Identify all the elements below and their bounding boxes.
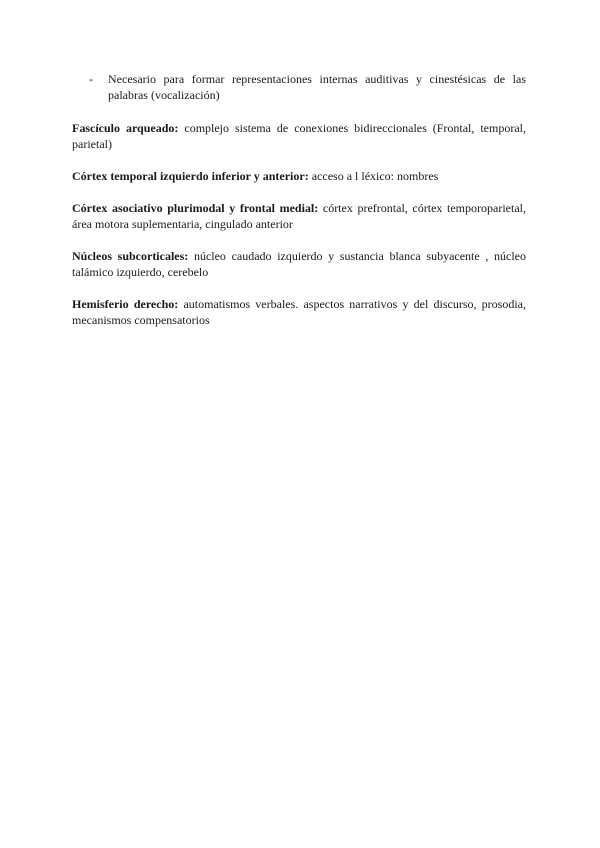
bullet-item	[72, 71, 526, 103]
term-heading: Fascículo arqueado:	[72, 121, 179, 135]
term-description: complejo sistema de conexiones bidireccionales (Frontal, temporal, parietal)	[72, 121, 526, 151]
paragraph-cortex-temporal	[72, 168, 526, 184]
term-heading: Córtex asociativo plurimodal y frontal medial:	[72, 201, 319, 215]
term-heading: Hemisferio derecho:	[72, 297, 179, 311]
term-description: acceso a l léxico: nombres	[308, 169, 439, 183]
paragraph-nucleos-subcorticales	[72, 248, 526, 280]
term-heading: Núcleos subcorticales:	[72, 249, 189, 263]
term-description: córtex prefrontal, córtex temporoparietal, área motora suplementaria, cingulado anterior	[72, 201, 526, 231]
paragraph-fasciculo-arqueado	[72, 120, 526, 152]
term-description: automatismos verbales. aspectos narrativos y del discurso, prosodia, mecanismos compensatorios	[72, 297, 526, 327]
paragraph-hemisferio-derecho	[72, 296, 526, 328]
term-description: núcleo caudado izquierdo y sustancia blanca subyacente , núcleo talámico izquierdo, cerebelo	[72, 249, 526, 279]
term-heading: Córtex temporal izquierdo inferior y anterior:	[72, 169, 309, 183]
document-body	[72, 71, 526, 344]
bullet-marker: -	[89, 72, 93, 86]
bullet-text: Necesario para formar representaciones internas auditivas y cinestésicas de las palabras (vocalización)	[108, 72, 526, 102]
paragraph-cortex-asociativo	[72, 200, 526, 232]
